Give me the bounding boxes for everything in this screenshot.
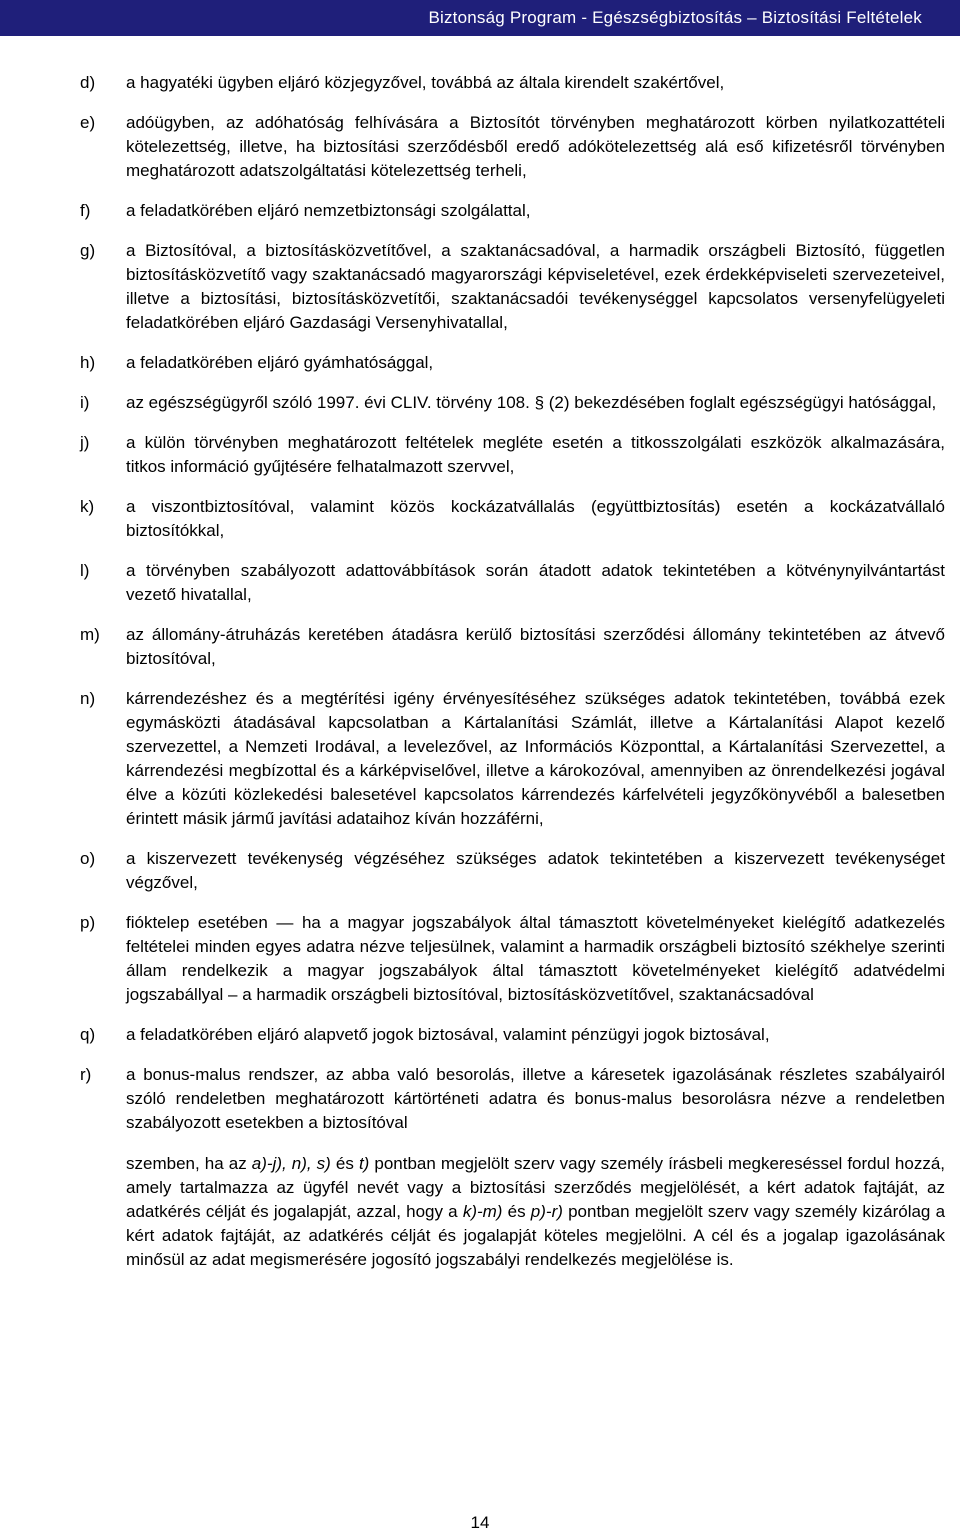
item-label: m): [80, 625, 100, 644]
list-item: [80, 495, 945, 543]
item-text: a bonus-malus rendszer, az abba való besorolás, illetve a káresetek igazolásának részletes szabályairól szóló rendeletben meghatározott kártörténeti adatra és bonus-malus besorolásra nézve a rendeletben szabályozott esetekben a biztosítóval: [126, 1065, 945, 1132]
closing-text: és: [502, 1202, 531, 1221]
item-text: a törvényben szabályozott adattovábbítások során átadott adatok tekintetében a kötvénynyilvántartást vezető hivatallal,: [126, 561, 945, 604]
list-item: [80, 391, 945, 415]
header-title: Biztonság Program - Egészségbiztosítás – Biztosítási Feltételek: [428, 8, 922, 27]
item-label: i): [80, 393, 90, 412]
list-item: [80, 687, 945, 831]
item-text: a Biztosítóval, a biztosításközvetítővel, a szaktanácsadóval, a harmadik országbeli Biztosító, független biztosításközvetítő vagy szaktanácsadó magyarországi képviseletével, ezek érdekképviseleti szervezeteivel, illetve a biztosítási, biztosításközvetítői, szaktanácsadói tevékenységgel kapcsolatos versenyfelügyeleti feladatkörében eljáró Gazdasági Versenyhivatallal,: [126, 241, 945, 332]
closing-text: és: [330, 1154, 359, 1173]
list-item: [80, 431, 945, 479]
list-item: [80, 71, 945, 95]
closing-ref: k)-m): [462, 1202, 503, 1221]
item-label: d): [80, 73, 96, 92]
closing-ref: a)-j), n), s): [251, 1154, 331, 1173]
list-item: [80, 1023, 945, 1047]
item-text: a feladatkörében eljáró gyámhatósággal,: [126, 353, 434, 372]
item-label: n): [80, 689, 96, 708]
item-label: q): [80, 1025, 96, 1044]
item-label: r): [80, 1065, 92, 1084]
list-item: [80, 199, 945, 223]
item-label: k): [80, 497, 95, 516]
item-label: l): [80, 561, 90, 580]
item-text: a feladatkörében eljáró alapvető jogok biztosával, valamint pénzügyi jogok biztosával,: [126, 1025, 770, 1044]
item-text: a feladatkörében eljáró nemzetbiztonsági szolgálattal,: [126, 201, 531, 220]
closing-ref: p)-r): [530, 1202, 563, 1221]
item-label: o): [80, 849, 96, 868]
item-text: adóügyben, az adóhatóság felhívására a Biztosítót törvényben meghatározott körben nyilatkozattételi kötelezettség, illetve, ha biztosítási szerződésből eredő adókötelezettség alá eső kifizetésről törvényben meghatározott adatszolgáltatási kötelezettség terheli,: [126, 113, 945, 180]
item-text: a viszontbiztosítóval, valamint közös kockázatvállalás (együttbiztosítás) esetén a kockázatvállaló biztosítókkal,: [126, 497, 945, 540]
item-text: az egészségügyről szóló 1997. évi CLIV. törvény 108. § (2) bekezdésében foglalt egészségügyi hatósággal,: [126, 393, 937, 412]
item-text: fióktelep esetében — ha a magyar jogszabályok által támasztott követelményeket kielégítő adatkezelés feltételei minden egyes adatra nézve teljesülnek, valamint a harmadik országbeli biztosító székhelye szerinti állam rendelkezik a magyar jogszabályok által támasztott követelményeket kielégítő adatvédelmi jogszabállyal – a harmadik országbeli biztosítóval, biztosításközvetítővel, szaktanácsadóval: [126, 913, 945, 1004]
closing-text: szemben, ha az: [126, 1154, 252, 1173]
list-item: [80, 111, 945, 183]
list-item: [80, 911, 945, 1007]
closing-text: pontban megjelölt szerv vagy személy kizárólag a kért adatok fajtáját, az adatkérés célját és jogalapját köteles megjelölni. A cél és a jogalap igazolásának minősül az adat megismerésére jogosító jogszabályi rendelkezés megjelölése is.: [126, 1202, 946, 1269]
item-label: p): [80, 913, 96, 932]
page-header: [0, 0, 960, 36]
item-text: a külön törvényben meghatározott feltételek megléte esetén a titkosszolgálati eszközök alkalmazására, titkos információ gyűjtésére felhatalmazott szervvel,: [126, 433, 945, 476]
closing-text: pontban megjelölt szerv vagy személy írásbeli megkereséssel fordul hozzá, amely tartalmazza az ügyfél nevét vagy a biztosítási szerződés megjelölését, a kért adatok fajtáját, az adatkérés célját és jogalapját, azzal, hogy a: [126, 1154, 945, 1221]
list-item: [80, 847, 945, 895]
item-label: e): [80, 113, 96, 132]
item-label: j): [80, 433, 90, 452]
item-text: kárrendezéshez és a megtérítési igény érvényesítéséhez szükséges adatok tekintetében, továbbá ezek egymásközti átadásával kapcsolatban a Kártalanítási Számlát, illetve a Kártalanítási Alapot kezelő szervezettel, a Nemzeti Irodával, a levelezővel, az Információs Központtal, a Kártalanítási Szervezettel, a kárrendezési megbízottal és a kárképviselővel, illetve a károkozóval, amennyiben az önrendelkezési jogával élve a közúti közlekedési balesetével kapcsolatos kárrendezés kárfelvételi jegyzőkönyvéből a balesetben érintett másik jármű javítási adataihoz kíván hozzáférni,: [126, 689, 945, 828]
closing-ref: t): [358, 1154, 370, 1173]
list-item: [80, 239, 945, 335]
item-label: g): [80, 241, 96, 260]
page-number: 14: [470, 1513, 490, 1532]
list-item: [80, 1063, 945, 1135]
item-label: h): [80, 353, 96, 372]
list-item: [80, 351, 945, 375]
item-text: a kiszervezett tevékenység végzéséhez szükséges adatok tekintetében a kiszervezett tevékenységet végzővel,: [126, 849, 945, 892]
item-label: f): [80, 201, 91, 220]
document-body: [80, 71, 945, 1289]
item-text: a hagyatéki ügyben eljáró közjegyzővel, továbbá az általa kirendelt szakértővel,: [126, 73, 725, 92]
item-text: az állomány-átruházás keretében átadásra kerülő biztosítási szerződési állomány tekintetében az átvevő biztosítóval,: [126, 625, 945, 668]
list-item: [80, 559, 945, 607]
list-item: [80, 623, 945, 671]
closing-paragraph: [126, 1152, 945, 1272]
